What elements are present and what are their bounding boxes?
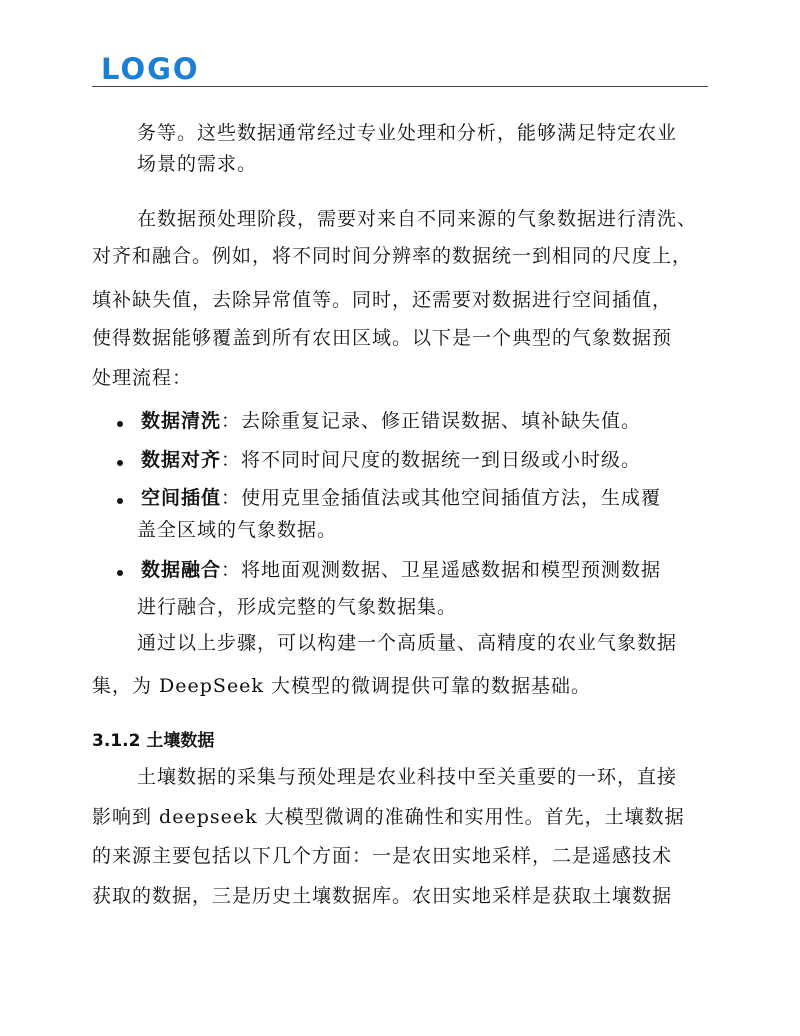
paragraph-line: 影响到 deepseek 大模型微调的准确性和实用性。首先，土壤数据 — [92, 806, 685, 828]
paragraph-line: 土壤数据的采集与预处理是农业科技中至关重要的一环，直接 — [137, 766, 678, 788]
list-item-text: ：去除重复记录、修正错误数据、填补缺失值。 — [221, 410, 642, 432]
paragraph-line: 对齐和融合。例如，将不同时间分辨率的数据统一到相同的尺度上， — [92, 245, 693, 267]
paragraph-line: 务等。这些数据通常经过专业处理和分析，能够满足特定农业 — [137, 122, 678, 144]
bullet-dot — [117, 460, 123, 466]
list-item — [141, 558, 661, 582]
bullet-dot — [117, 570, 123, 576]
bullet-dot — [117, 421, 123, 427]
paragraph-line: 处理流程： — [92, 367, 193, 389]
list-item-term: 数据对齐 — [141, 449, 222, 471]
list-item-text: ：将地面观测数据、卫星遥感数据和模型预测数据 — [221, 559, 662, 581]
list-item — [141, 486, 661, 510]
paragraph-line: 集，为 DeepSeek 大模型的微调提供可靠的数据基础。 — [92, 675, 591, 697]
paragraph-line: 场景的需求。 — [137, 153, 258, 175]
paragraph-line: 在数据预处理阶段，需要对来自不同来源的气象数据进行清洗、 — [137, 208, 698, 230]
paragraph-line: 使得数据能够覆盖到所有农田区域。以下是一个典型的气象数据预 — [92, 327, 673, 349]
list-item-continuation: 盖全区域的气象数据。 — [137, 519, 338, 541]
list-item-continuation: 进行融合，形成完整的气象数据集。 — [137, 596, 458, 618]
list-item-text: ：使用克里金插值法或其他空间插值方法，生成覆 — [221, 487, 662, 509]
bullet-dot — [117, 498, 123, 504]
section-heading: 3.1.2 土壤数据 — [92, 731, 215, 751]
list-item-term: 空间插值 — [141, 487, 222, 509]
list-item — [141, 448, 641, 472]
paragraph-line: 通过以上步骤，可以构建一个高质量、高精度的农业气象数据 — [137, 632, 678, 654]
paragraph-line: 获取的数据，三是历史土壤数据库。农田实地采样是获取土壤数据 — [92, 885, 673, 907]
logo: LOGO — [101, 52, 200, 86]
list-item-term: 数据融合 — [141, 559, 222, 581]
list-item-term: 数据清洗 — [141, 410, 222, 432]
paragraph-line: 填补缺失值，去除异常值等。同时，还需要对数据进行空间插值， — [92, 289, 673, 311]
paragraph-line: 的来源主要包括以下几个方面：一是农田实地采样，二是遥感技术 — [92, 845, 673, 867]
list-item-text: ：将不同时间尺度的数据统一到日级或小时级。 — [221, 449, 642, 471]
header-divider — [92, 86, 708, 87]
list-item — [141, 409, 641, 433]
